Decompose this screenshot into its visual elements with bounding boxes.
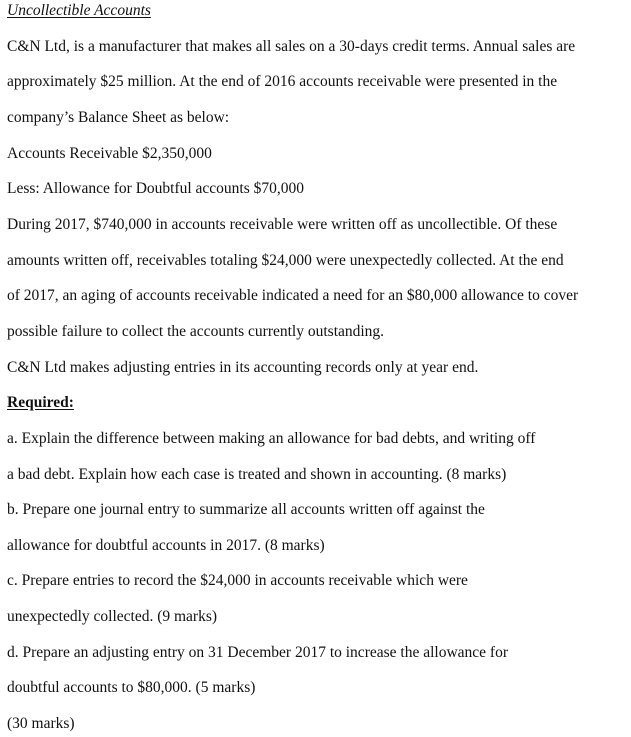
- details-line-3: of 2017, an aging of accounts receivable indicated a need for an $80,000 allowance to cover: [7, 287, 579, 304]
- required-heading: Required:: [7, 394, 74, 411]
- question-b-line-1: b. Prepare one journal entry to summarize all accounts written off against the: [7, 501, 485, 518]
- details-line-2: amounts written off, receivables totaling $24,000 were unexpectedly collected. At the end: [7, 252, 564, 269]
- total-marks: (30 marks): [7, 715, 75, 732]
- intro-line-2: approximately $25 million. At the end of 2016 accounts receivable were presented in the: [7, 73, 558, 90]
- question-b-line-2: allowance for doubtful accounts in 2017. (8 marks): [7, 537, 325, 554]
- question-c-line-1: c. Prepare entries to record the $24,000 in accounts receivable which were: [7, 572, 468, 589]
- question-c-line-2: unexpectedly collected. (9 marks): [7, 608, 218, 625]
- question-d-line-1: d. Prepare an adjusting entry on 31 December 2017 to increase the allowance for: [7, 644, 508, 661]
- allowance-line: Less: Allowance for Doubtful accounts $70,000: [7, 180, 305, 197]
- adjusting-note: C&N Ltd makes adjusting entries in its accounting records only at year end.: [7, 359, 479, 376]
- question-a-line-1: a. Explain the difference between making an allowance for bad debts, and writing off: [7, 430, 536, 447]
- details-line-4: possible failure to collect the accounts currently outstanding.: [7, 323, 385, 340]
- details-line-1: During 2017, $740,000 in accounts receivable were written off as uncollectible. Of these: [7, 216, 558, 233]
- document-title: Uncollectible Accounts: [7, 2, 151, 19]
- intro-line-3: company’s Balance Sheet as below:: [7, 109, 230, 126]
- intro-line-1: C&N Ltd, is a manufacturer that makes all sales on a 30-days credit terms. Annual sales are: [7, 38, 576, 55]
- question-a-line-2: a bad debt. Explain how each case is treated and shown in accounting. (8 marks): [7, 466, 507, 483]
- question-d-line-2: doubtful accounts to $80,000. (5 marks): [7, 679, 256, 696]
- accounts-receivable-line: Accounts Receivable $2,350,000: [7, 145, 212, 162]
